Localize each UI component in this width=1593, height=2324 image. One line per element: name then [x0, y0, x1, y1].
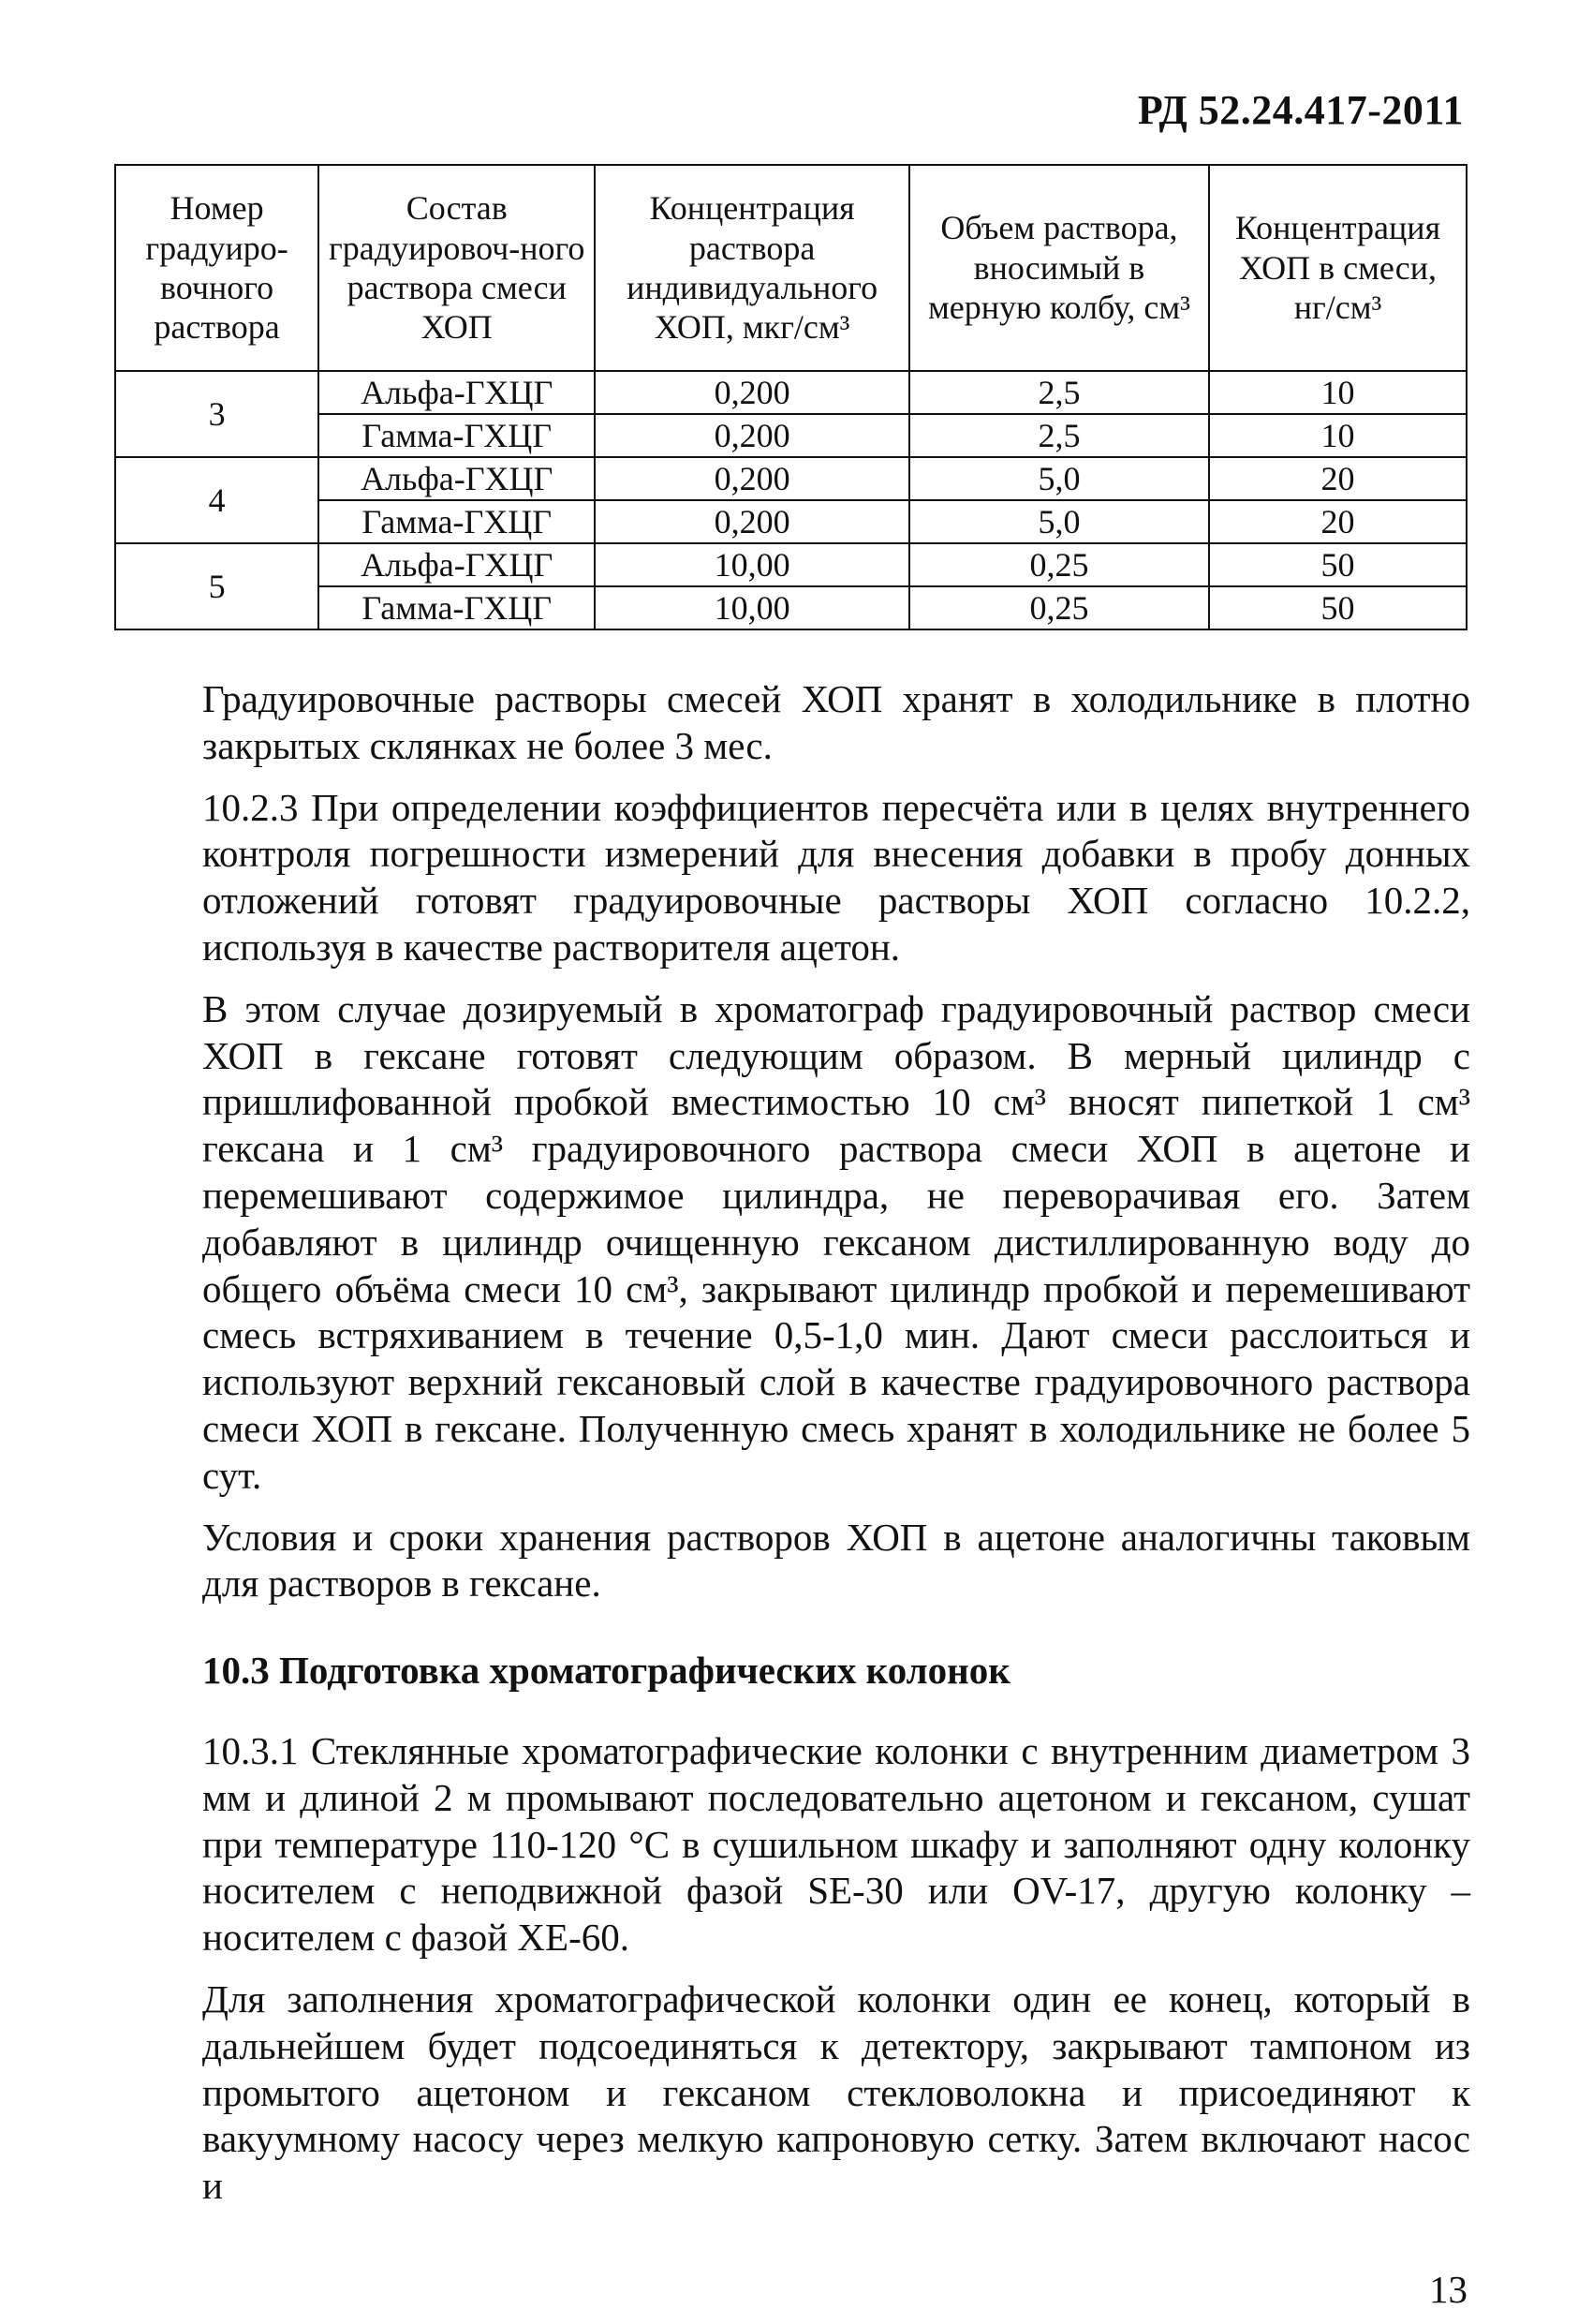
- page-number: 13: [1429, 2268, 1468, 2311]
- section-text-block: [202, 1728, 1470, 2210]
- cell-volume: 0,25: [909, 543, 1209, 586]
- cell-solution-number: 5: [115, 543, 318, 629]
- cell-concentration: 10,00: [595, 586, 909, 629]
- header-solution-volume: Объем раствора, вносимый в мерную колбу, см³: [909, 165, 1209, 371]
- calibration-solutions-table: [114, 164, 1468, 630]
- cell-mixture-concentration: 20: [1209, 457, 1467, 500]
- header-mixture-concentration: Концентрация ХОП в смеси, нг/см³: [1209, 165, 1467, 371]
- cell-concentration: 10,00: [595, 543, 909, 586]
- cell-composition: Гамма-ГХЦГ: [318, 586, 595, 629]
- header-individual-concentration: Концентрация раствора индивидуального ХОП, мкг/см³: [595, 165, 909, 371]
- cell-volume: 2,5: [909, 414, 1209, 457]
- cell-concentration: 0,200: [595, 371, 909, 414]
- document-code: РД 52.24.417-2011: [1137, 87, 1464, 133]
- table-row: [115, 543, 1467, 586]
- cell-composition: Гамма-ГХЦГ: [318, 500, 595, 543]
- cell-mixture-concentration: 50: [1209, 543, 1467, 586]
- cell-mixture-concentration: 20: [1209, 500, 1467, 543]
- header-solution-number: Номер градуиро-вочного раствора: [115, 165, 318, 371]
- cell-composition: Альфа-ГХЦГ: [318, 457, 595, 500]
- table-header-row: [115, 165, 1467, 371]
- cell-composition: Альфа-ГХЦГ: [318, 543, 595, 586]
- cell-concentration: 0,200: [595, 414, 909, 457]
- cell-volume: 5,0: [909, 500, 1209, 543]
- cell-composition: Гамма-ГХЦГ: [318, 414, 595, 457]
- cell-volume: 0,25: [909, 586, 1209, 629]
- paragraph-column-filling: Для заполнения хроматографической колонки один ее конец, который в дальнейшем будет подсоединяться к детектору, закрывают тампоном из промытого ацетоном и гексаном стекловолокна и присоединяют к вакуумному насосу через мелкую капроновую сетку. Затем включают насос и: [202, 1976, 1470, 2208]
- paragraph-storage-conditions: Условия и сроки хранения растворов ХОП в ацетоне аналогичны таковым для растворов в гексане.: [202, 1515, 1470, 1606]
- paragraph-hexane-preparation: В этом случае дозируемый в хроматограф градуировочный раствор смеси ХОП в гексане готовят следующим образом. В мерный цилиндр с пришлифованной пробкой вместимостью 10 см³ вносят пипеткой 1 см³ гексана и 1 см³ градуировочного раствора смеси ХОП в ацетоне и перемешивают содержимое цилиндра, не переворачивая его. Затем добавляют в цилиндр очищенную гексаном дистиллированную воду до общего объёма смеси 10 см³, закрывают цилиндр пробкой и перемешивают смесь встряхиванием в течение 0,5-1,0 мин. Дают смеси расслоиться и используют верхний гексановый слой в качестве градуировочного раствора смеси ХОП в гексане. Полученную смесь хранят в холодильнике не более 5 сут.: [202, 986, 1470, 1497]
- paragraph-10-2-3: 10.2.3 При определении коэффициентов пересчёта или в целях внутреннего контроля погрешности измерений для внесения добавки в пробу донных отложений готовят градуировочные растворы ХОП согласно 10.2.2, используя в качестве растворителя ацетон.: [202, 785, 1470, 969]
- cell-mixture-concentration: 10: [1209, 414, 1467, 457]
- table-row: [115, 457, 1467, 500]
- section-title: 10.3 Подготовка хроматографических колонок: [202, 1649, 1010, 1692]
- table-row: [115, 371, 1467, 414]
- cell-mixture-concentration: 10: [1209, 371, 1467, 414]
- cell-concentration: 0,200: [595, 457, 909, 500]
- table-row: [115, 500, 1467, 543]
- paragraph-storage: Градуировочные растворы смесей ХОП хранят в холодильнике в плотно закрытых склянках не более 3 мес.: [202, 677, 1470, 767]
- body-text-block: [202, 676, 1470, 1607]
- cell-mixture-concentration: 50: [1209, 586, 1467, 629]
- paragraph-10-3-1: 10.3.1 Стеклянные хроматографические колонки с внутренним диаметром 3 мм и длиной 2 м промывают последовательно ацетоном и гексаном, сушат при температуре 110-120 °С в сушильном шкафу и заполняют одну колонку носителем с неподвижной фазой SE-30 или OV-17, другую колонку – носителем с фазой XE-60.: [202, 1729, 1470, 1960]
- cell-solution-number: 3: [115, 371, 318, 457]
- table-row: [115, 414, 1467, 457]
- cell-composition: Альфа-ГХЦГ: [318, 371, 595, 414]
- cell-concentration: 0,200: [595, 500, 909, 543]
- cell-volume: 5,0: [909, 457, 1209, 500]
- table-row: [115, 586, 1467, 629]
- cell-volume: 2,5: [909, 371, 1209, 414]
- cell-solution-number: 4: [115, 457, 318, 543]
- header-composition: Состав градуировоч-ного раствора смеси ХОП: [318, 165, 595, 371]
